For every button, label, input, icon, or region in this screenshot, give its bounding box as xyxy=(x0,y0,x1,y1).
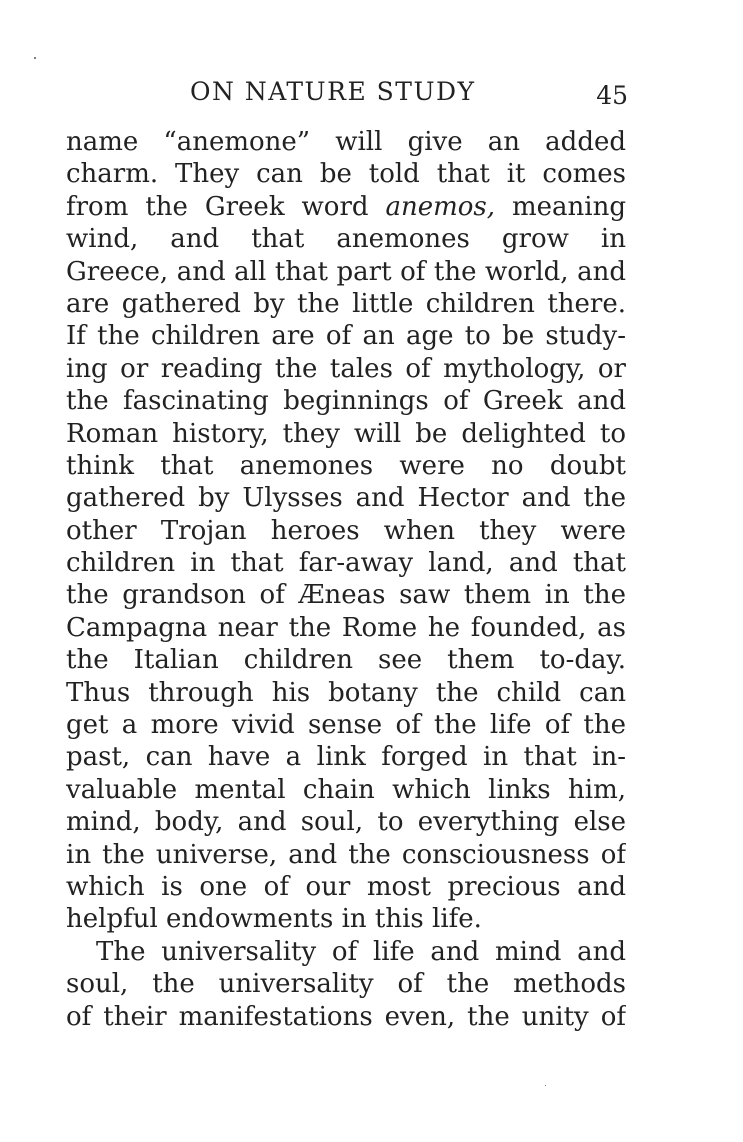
text-line: which is one of our most precious and xyxy=(66,871,626,902)
text-line: soul, the universality of the methods xyxy=(66,969,626,1000)
text-line: past, can have a link forged in that in- xyxy=(66,742,626,773)
text-line: children in that far-away land, and that xyxy=(66,548,626,579)
running-head xyxy=(66,76,632,112)
text-line: If the children are of an age to be study- xyxy=(66,321,626,352)
text-segment: meaning xyxy=(495,191,626,222)
text-line: gathered by Ulysses and Hector and the xyxy=(66,483,626,514)
text-line: in the universe, and the consciousness of xyxy=(66,839,626,870)
scan-speck xyxy=(34,57,36,59)
text-line: valuable mental chain which links him, xyxy=(66,774,626,805)
text-line: name “anemone” will give an added xyxy=(66,127,626,157)
text-line: mind, body, and soul, to everything else xyxy=(66,807,626,838)
text-line: The universality of life and mind and xyxy=(96,936,626,967)
running-title: ON NATURE STUDY xyxy=(190,77,476,106)
text-line: wind, and that anemones grow in xyxy=(66,224,626,255)
text-line: Thus through his botany the child can xyxy=(66,677,626,708)
text-line: think that anemones were no doubt xyxy=(66,450,626,481)
text-line: other Trojan heroes when they were xyxy=(66,515,626,546)
text-line: the grandson of Æneas saw them in the xyxy=(66,580,626,611)
text-line: the fascinating beginnings of Greek and xyxy=(66,386,626,417)
text-line: the Italian children see them to-day. xyxy=(66,645,626,676)
text-line: helpful endowments in this life. xyxy=(66,904,482,935)
text-line xyxy=(66,191,626,223)
text-line: charm. They can be told that it comes xyxy=(66,159,626,190)
text-line: are gathered by the little children there. xyxy=(66,288,626,319)
page-number: 45 xyxy=(596,81,628,110)
text-segment: from the Greek word xyxy=(66,191,386,222)
text-line: Roman history, they will be delighted to xyxy=(66,418,626,449)
text-line: get a more vivid sense of the life of the xyxy=(66,710,626,741)
text-line: of their manifestations even, the unity of xyxy=(66,1001,626,1032)
body-text xyxy=(66,126,626,1033)
text-line: Campagna near the Rome he founded, as xyxy=(66,612,626,643)
scan-speck xyxy=(545,1085,546,1086)
text-line: Greece, and all that part of the world, and xyxy=(66,256,626,287)
text-line: ing or reading the tales of mythology, or xyxy=(66,353,626,384)
italic-word: anemos, xyxy=(385,191,496,222)
